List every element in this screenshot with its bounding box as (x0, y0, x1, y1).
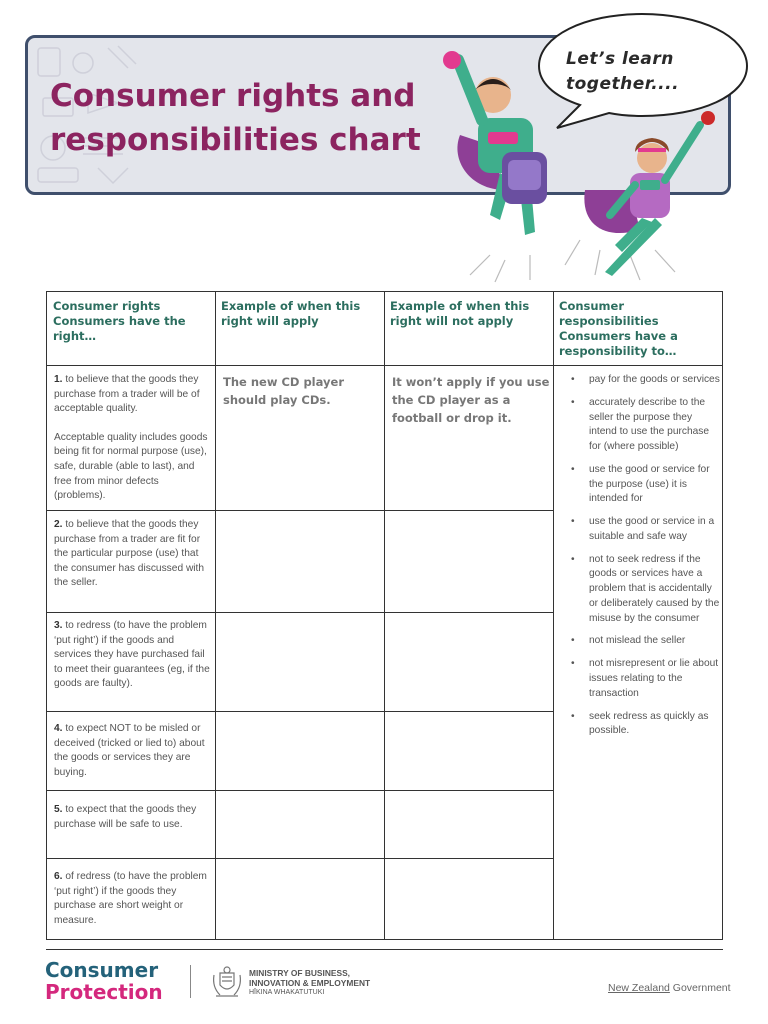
consumer-protection-logo (45, 959, 163, 1003)
right-3-number: 3. (54, 620, 63, 631)
right-2-number: 2. (54, 519, 63, 530)
ministry-line-1: MINISTRY OF BUSINESS, (249, 968, 350, 978)
ministry-logo-text (249, 968, 370, 998)
responsibility-item: • accurately describe to the seller the purpose they intend to use the purchase for (where possible) (562, 396, 722, 455)
right-2-text: to believe that the goods they purchase from a trader are fit for the particular purpose (use) that the consumer has discussed with the seller. (54, 519, 205, 589)
right-6-text: of redress (to have the problem ‘put right’) if the goods they purchase are short weight or measure. (54, 871, 207, 926)
title-line-1: Consumer rights and (50, 78, 416, 114)
speech-line-2: together.... (566, 74, 680, 94)
right-3-text: to redress (to have the problem ‘put right’) if the goods and services they have purchased fail to meet their guarantees (eg, if the goods are faulty). (54, 620, 210, 690)
responsibility-item: • not misrepresent or lie about issues relating to the transaction (562, 657, 722, 701)
right-6 (54, 870, 214, 928)
column-divider (215, 292, 216, 939)
right-5 (54, 803, 210, 832)
right-5-number: 5. (54, 804, 63, 815)
right-4-number: 4. (54, 723, 63, 734)
female-hero-icon (584, 111, 715, 276)
right-5-text: to expect that the goods they purchase will be safe to use. (54, 804, 197, 830)
nz-government-part-1: New Zealand (608, 982, 670, 994)
logo-line-1: Consumer (45, 958, 159, 982)
example-apply-text: The new CD player should play CDs. (223, 375, 344, 407)
header-consumer-responsibilities: Consumer responsibilities Consumers have a responsibility to… (553, 292, 723, 366)
row-divider (47, 510, 553, 511)
row-divider (47, 612, 553, 613)
row-divider (47, 711, 553, 712)
responsibility-item: • pay for the goods or services (562, 373, 722, 388)
responsibility-item: • not to seek redress if the goods or services have a problem that is accidentally or deliberately caused by the misuse by the consumer (562, 553, 722, 627)
responsibility-item: • use the good or service in a suitable and safe way (562, 515, 722, 544)
right-2 (54, 518, 210, 591)
header-example-apply: Example of when this right will apply (215, 292, 384, 366)
header-consumer-rights: Consumer rights Consumers have the right… (47, 292, 215, 366)
right-1-extra: Acceptable quality includes goods being fit for normal purpose (use), safe, durable (able to last), and free from minor defects (problems). (54, 431, 208, 502)
row-divider (47, 790, 553, 791)
column-divider (384, 292, 385, 939)
column-divider (553, 292, 554, 939)
logo-line-2: Protection (45, 980, 163, 1004)
logo-separator (190, 965, 191, 998)
nz-government-part-2: Government (669, 982, 731, 994)
right-4 (54, 722, 210, 780)
responsibilities-list (562, 373, 722, 747)
male-hero-icon (443, 51, 547, 235)
nz-government-logo (608, 982, 731, 994)
speech-line-1: Let’s learn (566, 49, 674, 69)
right-6-number: 6. (54, 871, 63, 882)
row-divider (47, 858, 553, 859)
right-1-text: to believe that the goods they purchase from a trader will be of acceptable quality. (54, 374, 200, 415)
example-not-apply-text: It won’t apply if you use the CD player as a football or drop it. (392, 375, 550, 425)
footer-divider (46, 949, 723, 950)
rights-responsibilities-table (46, 291, 723, 940)
responsibility-item: • not mislead the seller (562, 634, 722, 649)
responsibility-item: • seek redress as quickly as possible. (562, 710, 722, 739)
nz-coat-of-arms-icon (210, 965, 244, 999)
right-4-text: to expect NOT to be misled or deceived (tricked or lied to) about the goods or services they are buying. (54, 723, 205, 778)
header-example-not-apply: Example of when this right will not apply (384, 292, 553, 366)
right-3 (54, 619, 210, 692)
page-title (50, 74, 470, 162)
right-1 (54, 373, 210, 504)
ministry-line-2: INNOVATION & EMPLOYMENT (249, 978, 371, 988)
responsibility-item: • use the good or service for the purpose (use) it is intended for (562, 463, 722, 507)
superhero-characters-illustration (430, 40, 730, 285)
ministry-line-3: HĪKINA WHAKATUTUKI (249, 989, 325, 996)
title-line-2: responsibilities chart (50, 122, 421, 158)
right-1-number: 1. (54, 374, 63, 385)
